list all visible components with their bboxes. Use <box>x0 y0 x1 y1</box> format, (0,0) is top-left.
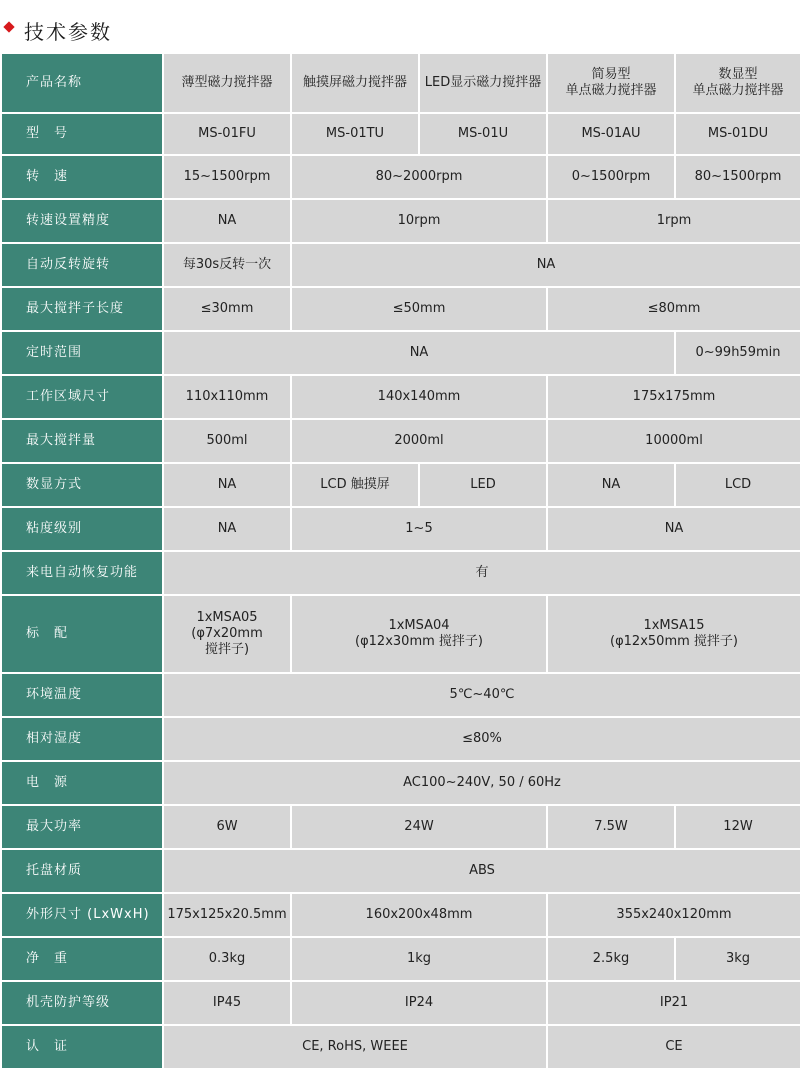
table-row <box>1 673 800 717</box>
table-row <box>1 113 800 155</box>
table-cell: ≤80mm <box>547 287 800 331</box>
table-cell: 110x110mm <box>163 375 291 419</box>
table-cell: 6W <box>163 805 291 849</box>
table-cell: AC100~240V, 50 / 60Hz <box>163 761 800 805</box>
table-cell: 175x125x20.5mm <box>163 893 291 937</box>
table-cell: 7.5W <box>547 805 675 849</box>
row-label: 标 配 <box>1 595 163 673</box>
row-label: 自动反转旋转 <box>1 243 163 287</box>
table-row <box>1 981 800 1025</box>
table-cell: 3kg <box>675 937 800 981</box>
table-cell: 10rpm <box>291 199 547 243</box>
table-row <box>1 287 800 331</box>
table-cell: 24W <box>291 805 547 849</box>
table-cell: 2.5kg <box>547 937 675 981</box>
table-row <box>1 507 800 551</box>
table-row <box>1 717 800 761</box>
table-cell: LCD 触摸屏 <box>291 463 419 507</box>
table-cell: 2000ml <box>291 419 547 463</box>
row-label: 相对湿度 <box>1 717 163 761</box>
table-cell: 1xMSA15 (φ12x50mm 搅拌子) <box>547 595 800 673</box>
table-cell: 500ml <box>163 419 291 463</box>
table-row <box>1 199 800 243</box>
row-label: 外形尺寸 (LxWxH) <box>1 893 163 937</box>
table-cell: NA <box>547 507 800 551</box>
row-label: 粘度级别 <box>1 507 163 551</box>
table-cell: 1rpm <box>547 199 800 243</box>
table-cell: 1kg <box>291 937 547 981</box>
table-cell: 1xMSA04 (φ12x30mm 搅拌子) <box>291 595 547 673</box>
row-label: 电 源 <box>1 761 163 805</box>
table-cell: 薄型磁力搅拌器 <box>163 53 291 113</box>
table-cell: LED显示磁力搅拌器 <box>419 53 547 113</box>
row-label: 型 号 <box>1 113 163 155</box>
table-row <box>1 761 800 805</box>
section-header <box>0 0 800 52</box>
row-label: 机壳防护等级 <box>1 981 163 1025</box>
row-label: 转速设置精度 <box>1 199 163 243</box>
table-cell: NA <box>163 331 675 375</box>
table-cell: 0~1500rpm <box>547 155 675 199</box>
table-row <box>1 893 800 937</box>
diamond-bullet-icon <box>3 21 14 32</box>
row-label: 最大搅拌量 <box>1 419 163 463</box>
table-cell: IP21 <box>547 981 800 1025</box>
table-cell: 160x200x48mm <box>291 893 547 937</box>
row-label: 工作区域尺寸 <box>1 375 163 419</box>
table-cell: NA <box>163 507 291 551</box>
table-cell: 140x140mm <box>291 375 547 419</box>
table-cell: LED <box>419 463 547 507</box>
row-label: 数显方式 <box>1 463 163 507</box>
table-cell: MS-01AU <box>547 113 675 155</box>
table-cell: CE, RoHS, WEEE <box>163 1025 547 1069</box>
row-label: 产品名称 <box>1 53 163 113</box>
table-cell: ABS <box>163 849 800 893</box>
table-cell: 10000ml <box>547 419 800 463</box>
spec-table <box>0 52 800 1070</box>
table-row <box>1 463 800 507</box>
table-cell: 有 <box>163 551 800 595</box>
table-cell: ≤50mm <box>291 287 547 331</box>
table-cell: 0.3kg <box>163 937 291 981</box>
table-row <box>1 849 800 893</box>
row-label: 最大搅拌子长度 <box>1 287 163 331</box>
table-cell: 12W <box>675 805 800 849</box>
table-row <box>1 243 800 287</box>
table-cell: 80~2000rpm <box>291 155 547 199</box>
row-label: 认 证 <box>1 1025 163 1069</box>
row-label: 最大功率 <box>1 805 163 849</box>
table-row <box>1 53 800 113</box>
table-cell: CE <box>547 1025 800 1069</box>
table-row <box>1 1025 800 1069</box>
table-row <box>1 331 800 375</box>
row-label: 环境温度 <box>1 673 163 717</box>
table-row <box>1 937 800 981</box>
table-cell: 0~99h59min <box>675 331 800 375</box>
row-label: 净 重 <box>1 937 163 981</box>
table-cell: 1~5 <box>291 507 547 551</box>
table-cell: 5℃~40℃ <box>163 673 800 717</box>
row-label: 定时范围 <box>1 331 163 375</box>
table-cell: IP24 <box>291 981 547 1025</box>
table-row <box>1 375 800 419</box>
table-cell: ≤80% <box>163 717 800 761</box>
table-cell: NA <box>163 463 291 507</box>
row-label: 转 速 <box>1 155 163 199</box>
table-cell: 175x175mm <box>547 375 800 419</box>
row-label: 托盘材质 <box>1 849 163 893</box>
row-label: 来电自动恢复功能 <box>1 551 163 595</box>
page-title: 技术参数 <box>24 20 112 44</box>
table-cell: NA <box>163 199 291 243</box>
table-cell: 简易型 单点磁力搅拌器 <box>547 53 675 113</box>
table-cell: 80~1500rpm <box>675 155 800 199</box>
table-row <box>1 595 800 673</box>
table-row <box>1 805 800 849</box>
table-cell: LCD <box>675 463 800 507</box>
table-cell: 每30s反转一次 <box>163 243 291 287</box>
table-row <box>1 551 800 595</box>
table-cell: 数显型 单点磁力搅拌器 <box>675 53 800 113</box>
table-cell: 1xMSA05 (φ7x20mm 搅拌子) <box>163 595 291 673</box>
table-cell: MS-01TU <box>291 113 419 155</box>
table-cell: MS-01U <box>419 113 547 155</box>
table-cell: ≤30mm <box>163 287 291 331</box>
table-row <box>1 155 800 199</box>
table-cell: NA <box>291 243 800 287</box>
table-cell: 15~1500rpm <box>163 155 291 199</box>
table-cell: MS-01FU <box>163 113 291 155</box>
table-cell: NA <box>547 463 675 507</box>
table-row <box>1 419 800 463</box>
table-cell: IP45 <box>163 981 291 1025</box>
table-cell: 355x240x120mm <box>547 893 800 937</box>
table-cell: MS-01DU <box>675 113 800 155</box>
table-cell: 触摸屏磁力搅拌器 <box>291 53 419 113</box>
